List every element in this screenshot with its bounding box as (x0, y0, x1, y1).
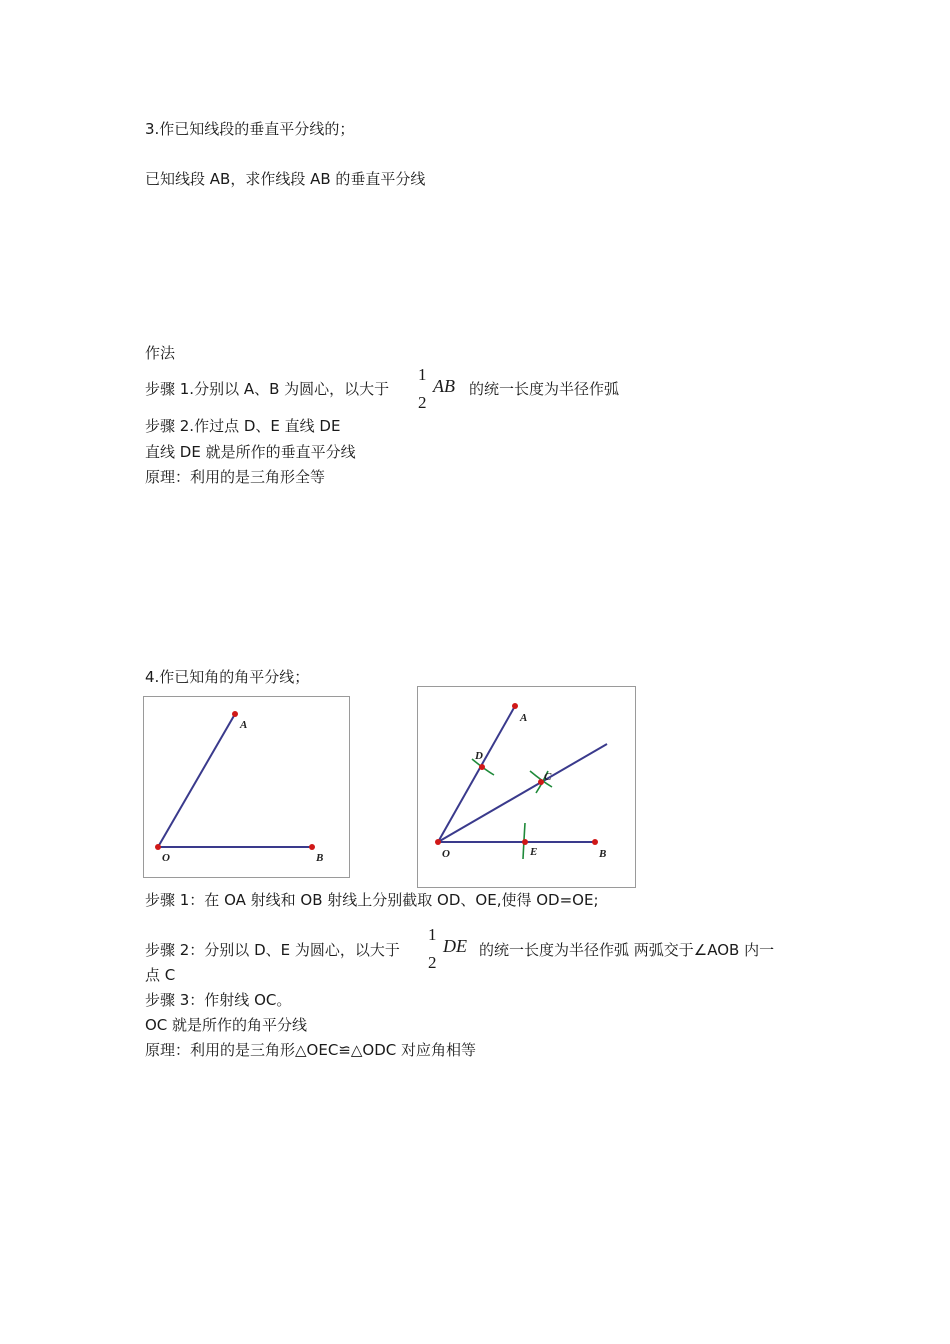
section3-given: 已知线段 AB，求作线段 AB 的垂直平分线 (145, 170, 426, 188)
section4-step1: 步骤 1：在 OA 射线和 OB 射线上分别截取 OD、OE,使得 OD=OE; (145, 891, 599, 909)
section3-step1-tail: 的统一长度为半径作弧 (469, 380, 620, 398)
point-a (232, 711, 238, 717)
bisector-figure (417, 686, 636, 888)
ray-oc (438, 744, 607, 842)
section3-principle: 原理：利用的是三角形全等 (145, 468, 326, 486)
angle-diagram (144, 697, 349, 877)
section3-heading: 3.作已知线段的垂直平分线的； (145, 120, 355, 138)
fraction-denominator: 2 (428, 953, 437, 972)
angle-figure (143, 696, 350, 878)
label-e: E (530, 846, 538, 858)
section3-step1-text: 步骤 1.分别以 A、B 为圆心，以大于 (145, 380, 390, 398)
point-b (592, 839, 598, 845)
fraction-half-de (425, 926, 475, 972)
label-b: B (599, 848, 607, 860)
section4-step3: 步骤 3：作射线 OC。 (145, 991, 292, 1009)
point-d (479, 764, 485, 770)
point-a (512, 703, 518, 709)
label-c: C (544, 771, 552, 783)
section3-step2: 步骤 2.作过点 D、E 直线 DE (145, 417, 341, 435)
section4-step2-cont: 点 C (145, 966, 176, 984)
fraction-variable: DE (443, 936, 467, 956)
point-b (309, 844, 315, 850)
fraction-numerator: 1 (428, 925, 437, 944)
point-o (155, 844, 161, 850)
point-e (522, 839, 528, 845)
section4-conclusion: OC 就是所作的角平分线 (145, 1016, 308, 1034)
ray-oa (438, 706, 515, 842)
label-o: O (442, 848, 450, 860)
fraction-numerator: 1 (418, 365, 427, 384)
ray-oa (158, 714, 235, 847)
section3-conclusion: 直线 DE 就是所作的垂直平分线 (145, 443, 356, 461)
label-o: O (162, 852, 170, 864)
label-d: D (475, 750, 483, 762)
label-b: B (316, 852, 324, 864)
label-a: A (520, 712, 528, 724)
section4-step2-text: 步骤 2：分别以 D、E 为圆心，以大于 (145, 941, 400, 959)
fraction-half-ab (415, 366, 465, 412)
section4-principle: 原理：利用的是三角形△OEC≌△ODC 对应角相等 (145, 1041, 476, 1059)
label-a: A (240, 719, 248, 731)
bisector-diagram (418, 687, 635, 887)
fraction-denominator: 2 (418, 393, 427, 412)
fraction-variable: AB (433, 376, 455, 396)
section4-heading: 4.作已知角的角平分线； (145, 668, 310, 686)
point-o (435, 839, 441, 845)
section4-step2-tail: 的统一长度为半径作弧 两弧交于∠AOB 内一 (479, 941, 775, 959)
section3-method-label: 作法 (145, 344, 176, 362)
